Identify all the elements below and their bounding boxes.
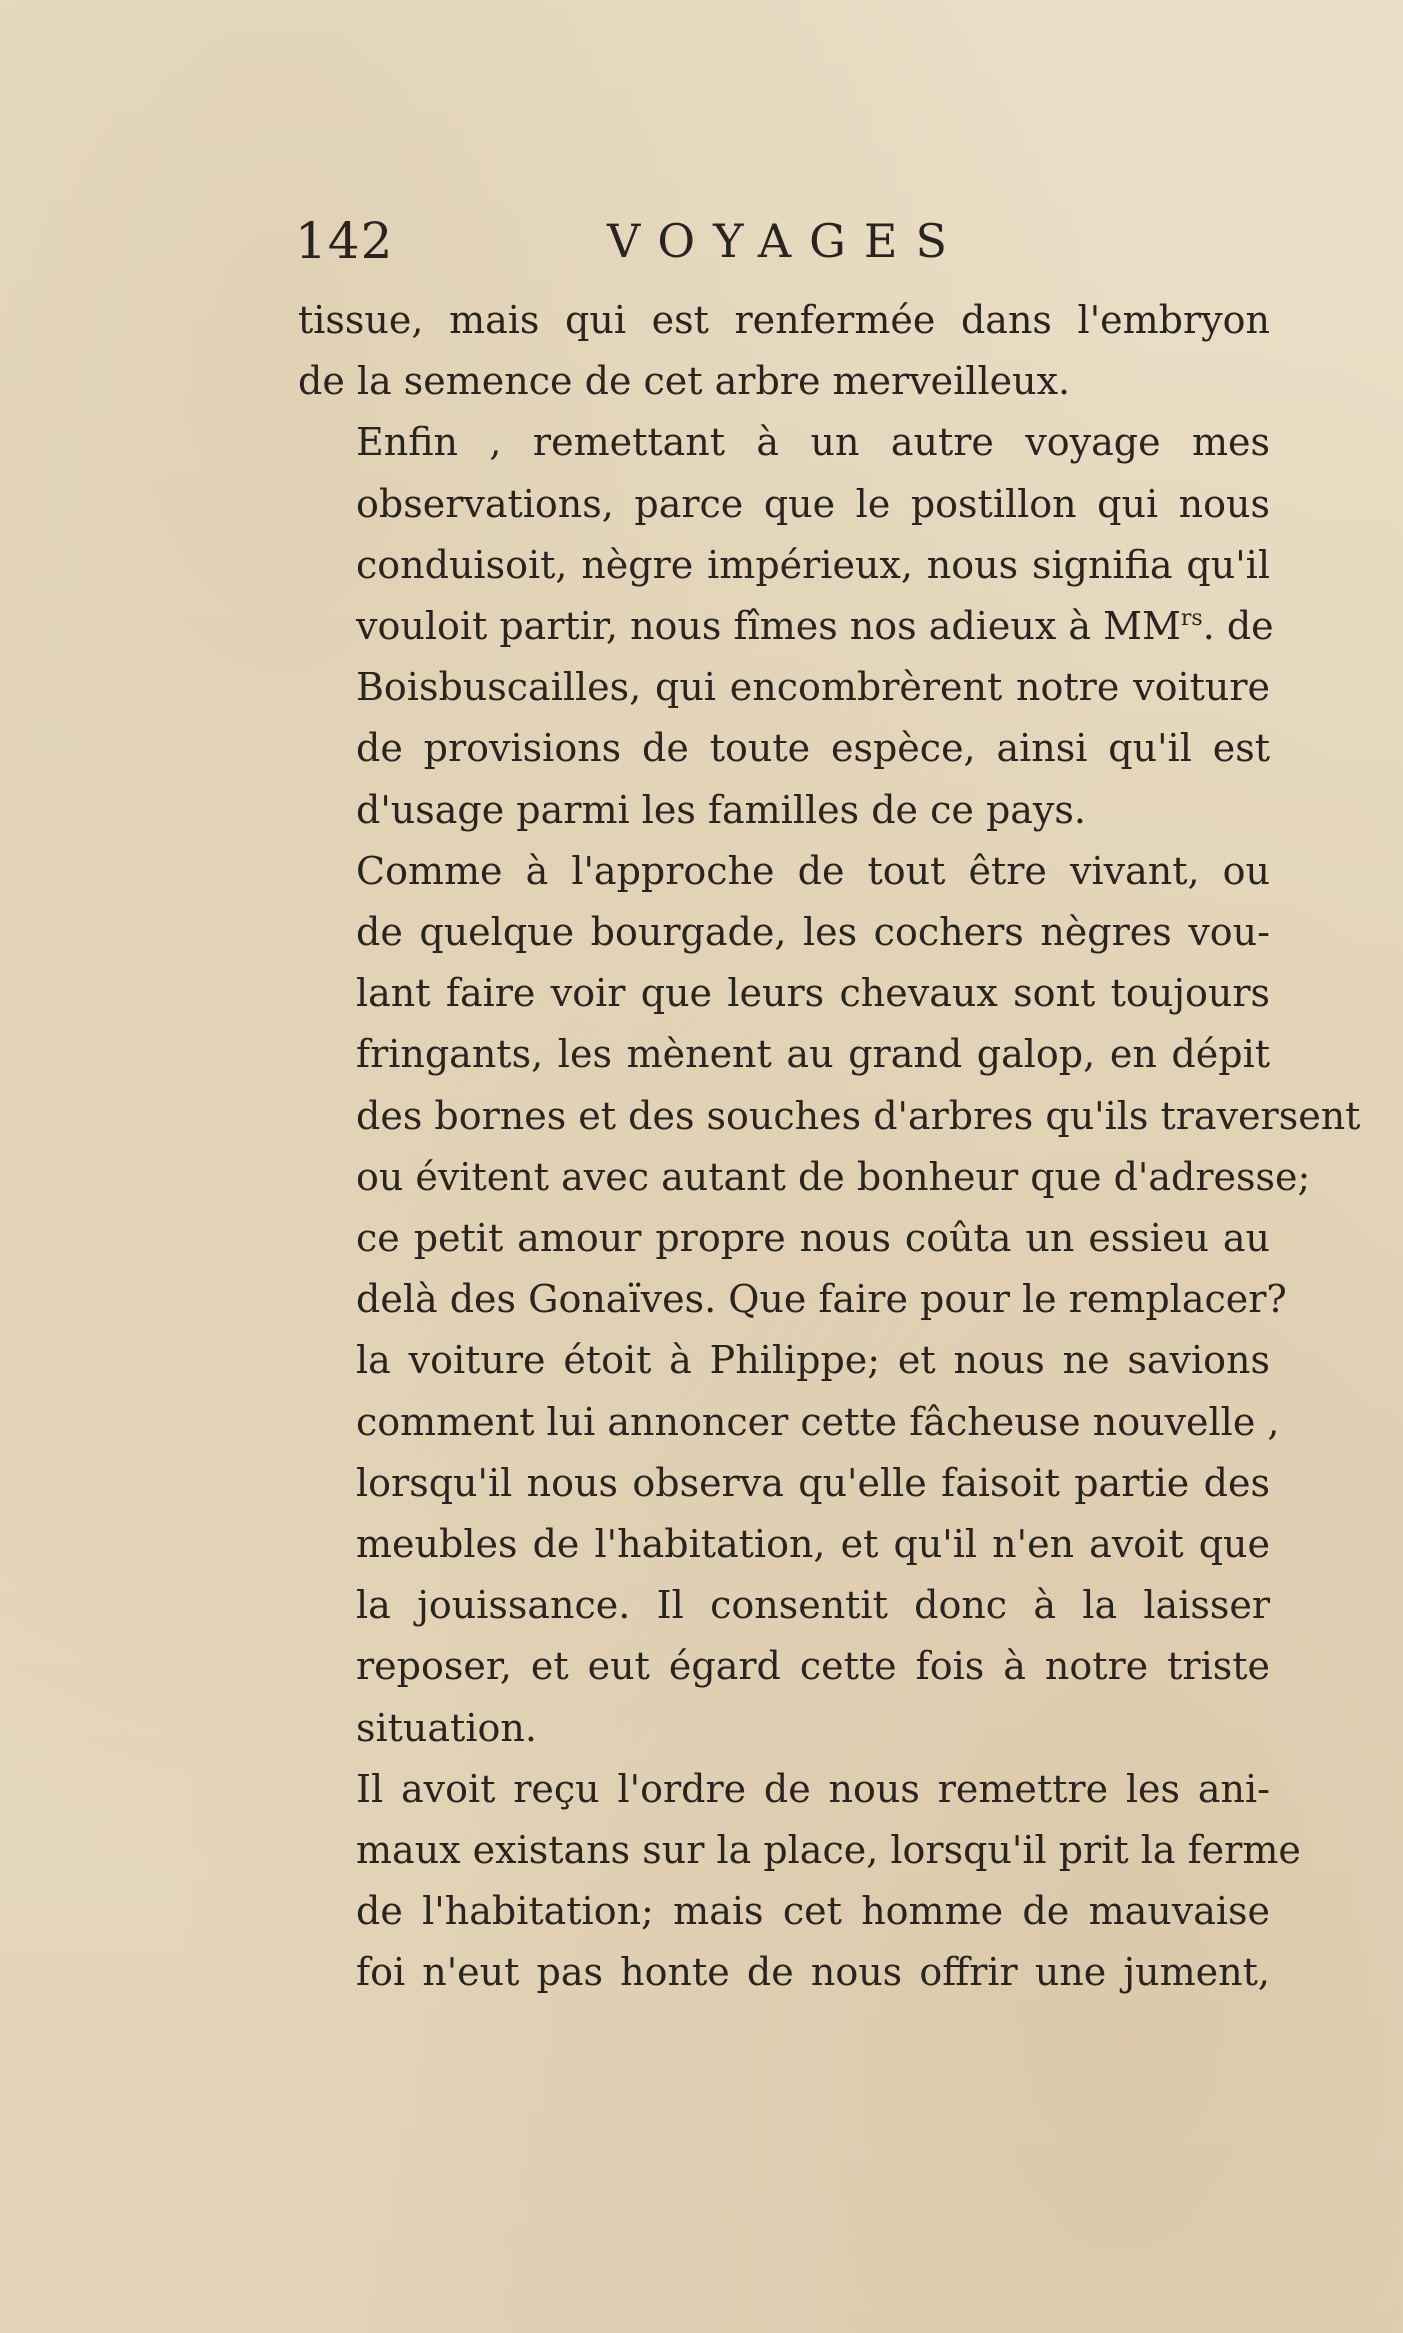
superscript-abbrev: rs xyxy=(1180,606,1203,632)
text-line: lant faire voir que leurs chevaux sont toujours xyxy=(356,971,1270,1016)
text-line: delà des Gonaïves. Que faire pour le remplacer? xyxy=(356,1277,1287,1322)
text-line: de quelque bourgade, les cochers nègres vou- xyxy=(356,910,1270,955)
text-line: tissue, mais qui est renfermée dans l'embryon xyxy=(298,298,1270,342)
text-line: situation. xyxy=(356,1705,537,1750)
text-line: de l'habitation; mais cet homme de mauvaise xyxy=(356,1889,1270,1934)
text-line: ou évitent avec autant de bonheur que d'adresse; xyxy=(356,1154,1311,1199)
text-line: la voiture étoit à Philippe; et nous ne savions xyxy=(356,1338,1270,1383)
text-line-with-superscript xyxy=(298,596,1274,657)
text-line: maux existans sur la place, lorsqu'il prit la ferme xyxy=(356,1828,1301,1873)
text-line: conduisoit, nègre impérieux, nous signifia qu'il xyxy=(356,542,1270,587)
body-text xyxy=(298,290,1361,2004)
text-line: Comme à l'approche de tout être vivant, ou xyxy=(356,848,1270,893)
text-line: Il avoit reçu l'ordre de nous remettre les ani- xyxy=(356,1766,1270,1811)
text-line: reposer, et eut égard cette fois à notre triste xyxy=(356,1644,1270,1689)
paragraph-4 xyxy=(298,1759,1301,2004)
text-line: Enfin , remettant à un autre voyage mes xyxy=(356,420,1270,465)
line-text: vouloit partir, nous fîmes nos adieux à MM xyxy=(356,604,1181,649)
line-text-tail: . de xyxy=(1202,604,1274,649)
text-line: observations, parce que le postillon qui nous xyxy=(356,481,1270,526)
paragraph-2 xyxy=(298,412,1274,840)
text-line: comment lui annoncer cette fâcheuse nouvelle , xyxy=(356,1399,1280,1444)
text-line: de provisions de toute espèce, ainsi qu'il est xyxy=(356,726,1270,771)
text-line: foi n'eut pas honte de nous offrir une jument, xyxy=(356,1950,1270,1995)
paragraph-1 xyxy=(298,290,1270,412)
text-line: d'usage parmi les familles de ce pays. xyxy=(356,787,1086,832)
paragraph-3 xyxy=(298,841,1361,1759)
page-number: 142 xyxy=(295,212,394,270)
text-line: de la semence de cet arbre merveilleux. xyxy=(298,359,1071,404)
text-line: meubles de l'habitation, et qu'il n'en avoit que xyxy=(356,1522,1270,1567)
text-line: Boisbuscailles, qui encombrèrent notre voiture xyxy=(356,665,1270,710)
text-line: des bornes et des souches d'arbres qu'ils traversent xyxy=(356,1093,1361,1138)
running-head: VOYAGES xyxy=(607,214,965,268)
text-line: lorsqu'il nous observa qu'elle faisoit partie des xyxy=(356,1460,1270,1505)
page-header xyxy=(295,212,1265,282)
text-line: fringants, les mènent au grand galop, en dépit xyxy=(356,1032,1270,1077)
text-line: ce petit amour propre nous coûta un essieu au xyxy=(356,1216,1270,1261)
text-line: la jouissance. Il consentit donc à la laisser xyxy=(356,1583,1270,1628)
